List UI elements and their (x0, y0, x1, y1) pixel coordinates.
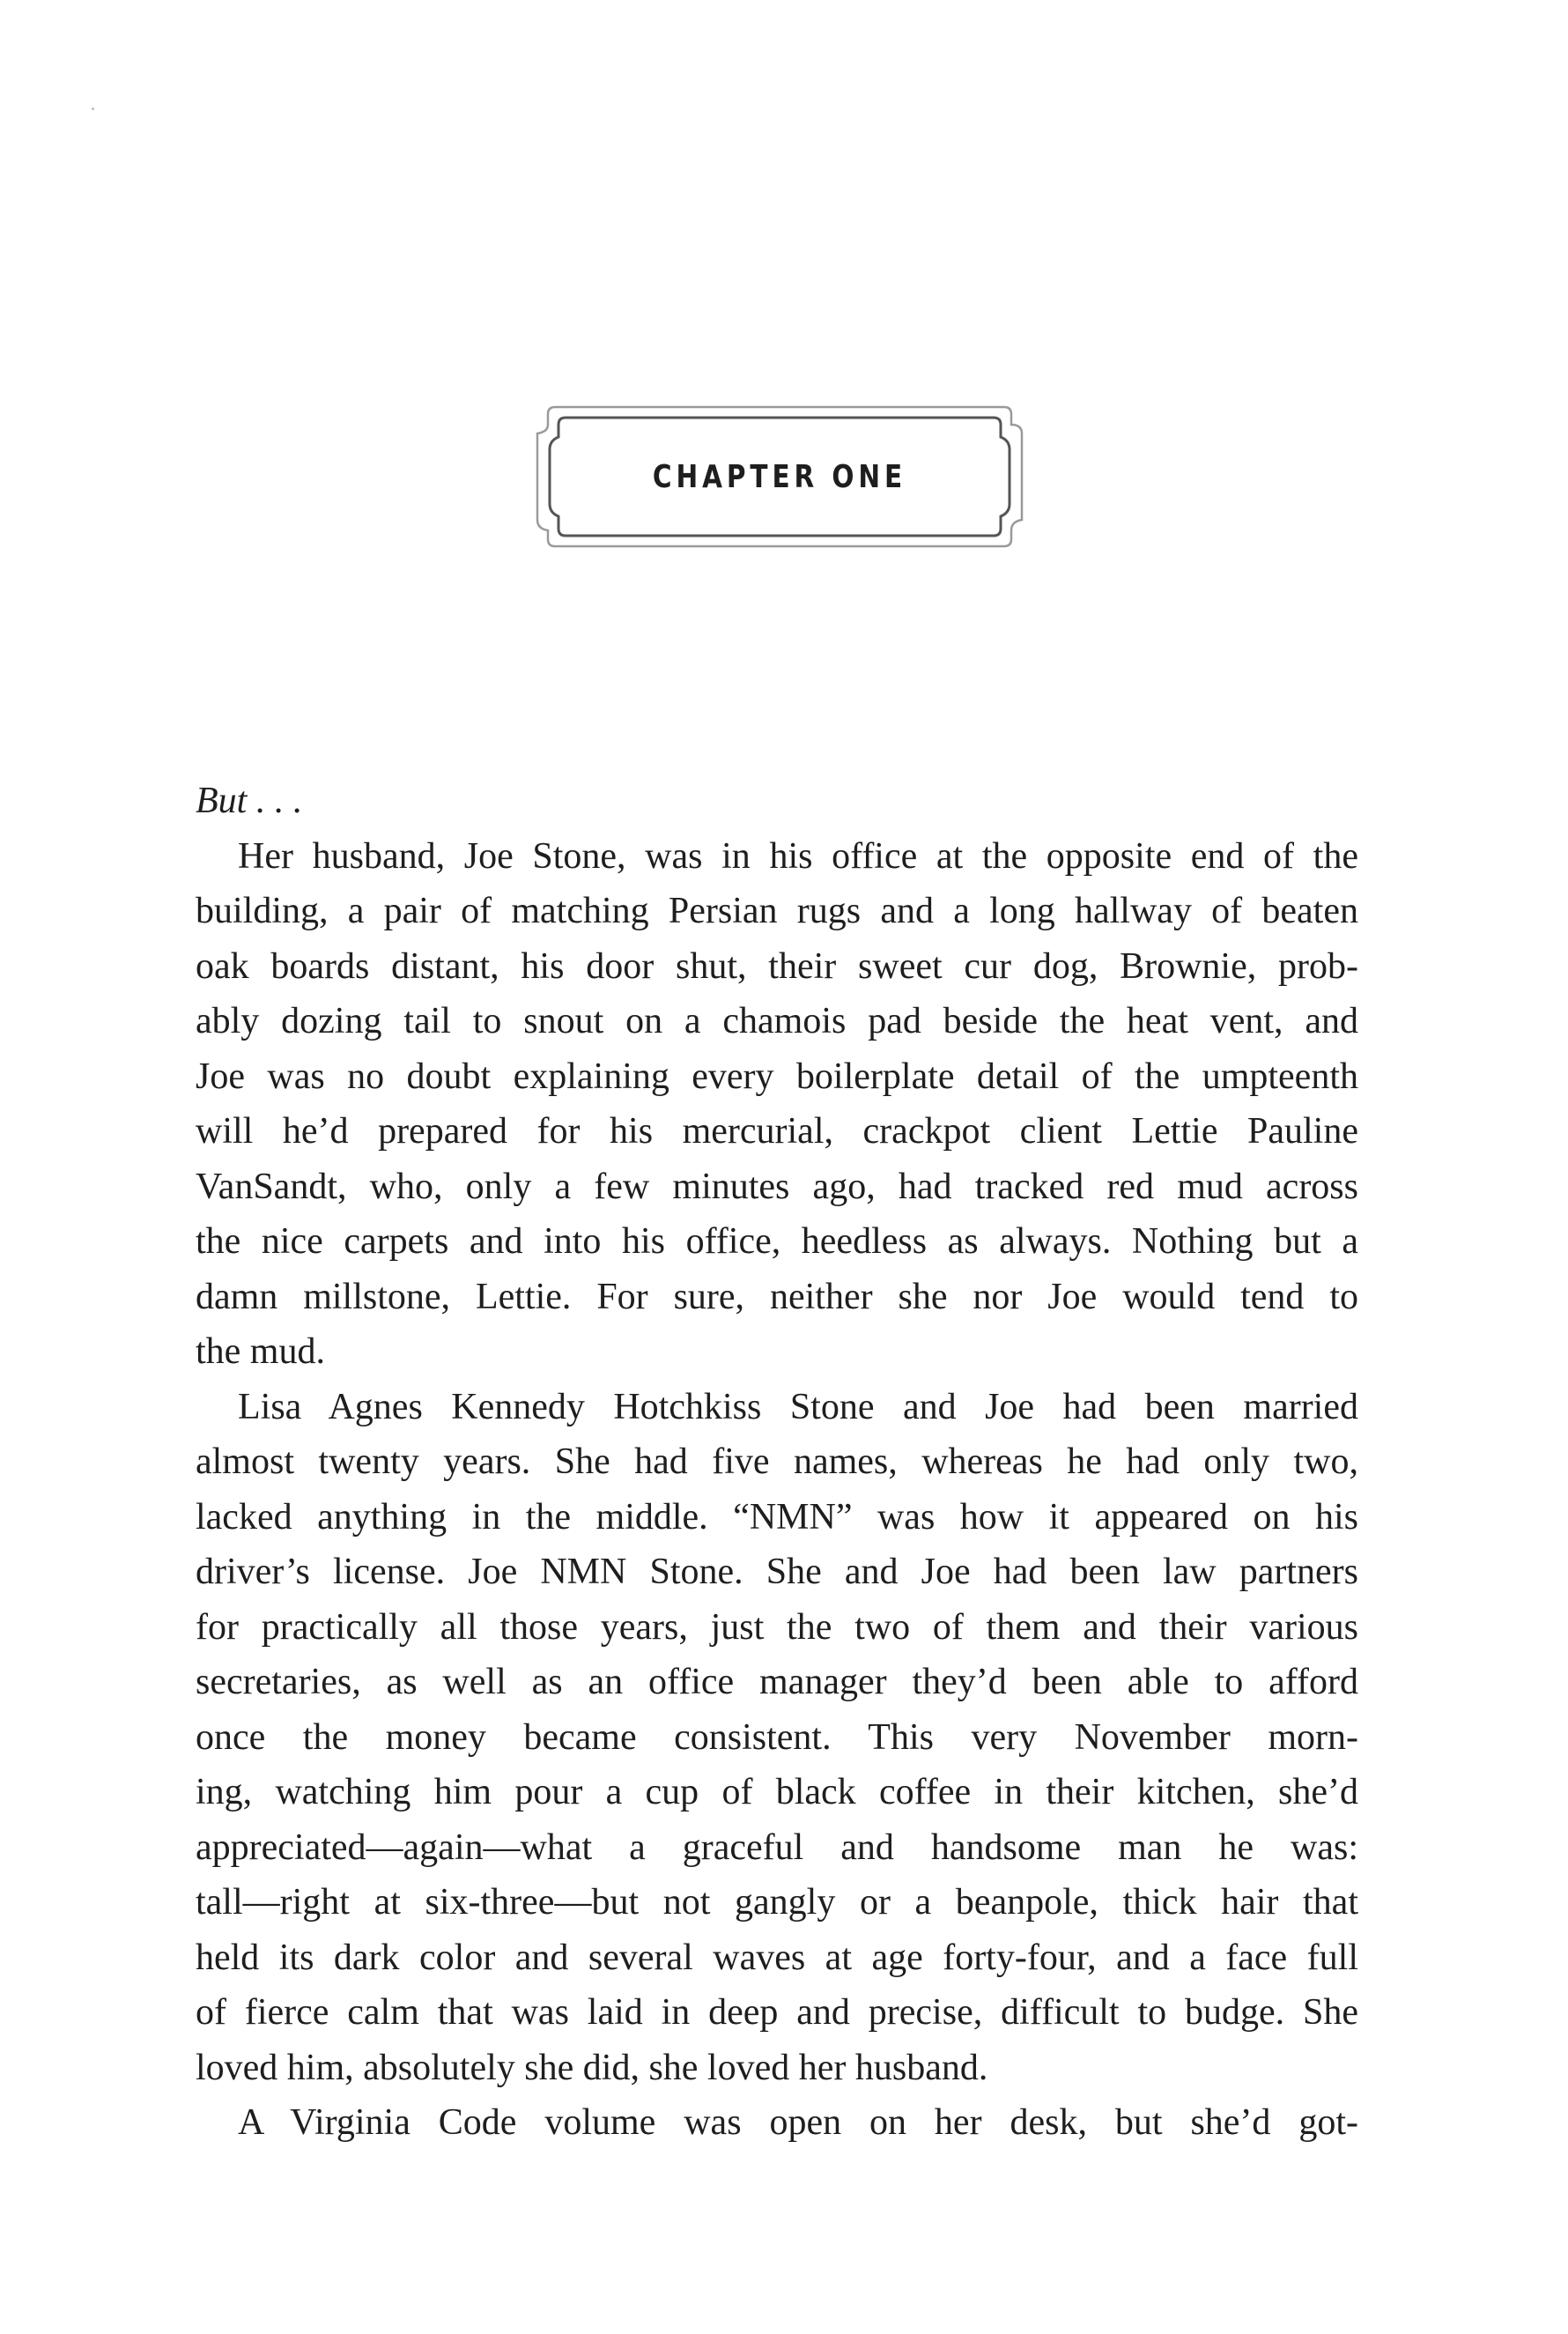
text-line: will he’d prepared for his mercurial, crackpot client Lettie Pauline (196, 1111, 1358, 1152)
text-line: VanSandt, who, only a few minutes ago, had tracked red mud across (196, 1166, 1358, 1207)
text-line: the nice carpets and into his office, heedless as always. Nothing but a (196, 1221, 1358, 1262)
text-line: ing, watching him pour a cup of black coffee in their kitchen, she’d (196, 1772, 1358, 1812)
text-line: lacked anything in the middle. “NMN” was how it appeared on his (196, 1496, 1358, 1537)
opening-line: But . . . (196, 781, 303, 821)
text-line: Joe was no doubt explaining every boilerplate detail of the umpteenth (196, 1056, 1358, 1097)
text-line: once the money became consistent. This very November morn- (196, 1716, 1358, 1758)
paragraph-3 (196, 2095, 1358, 2151)
text-line: appreciated—again—what a graceful and handsome man he was: (196, 1826, 1358, 1868)
text-line: for practically all those years, just the two of them and their various (196, 1606, 1358, 1648)
chapter-body (196, 774, 1358, 2151)
text-line: the mud. (196, 1331, 325, 1372)
text-line: A Virginia Code volume was open on her desk, but she’d got- (238, 2102, 1358, 2143)
text-line: loved him, absolutely she did, she loved her husband. (196, 2047, 988, 2088)
text-line: building, a pair of matching Persian rugs and a long hallway of beaten (196, 891, 1358, 931)
text-line: Her husband, Joe Stone, was in his office at the opposite end of the (238, 835, 1358, 877)
scan-speck (92, 107, 94, 110)
text-line: damn millstone, Lettie. For sure, neither she nor Joe would tend to (196, 1276, 1358, 1317)
text-line: of fierce calm that was laid in deep and precise, difficult to budge. She (196, 1992, 1358, 2033)
text-line: held its dark color and several waves at age forty-four, and a face full (196, 1937, 1358, 1978)
text-line: Lisa Agnes Kennedy Hotchkiss Stone and Joe had been married (238, 1386, 1358, 1427)
chapter-title: CHAPTER ONE (652, 458, 907, 495)
text-line: secretaries, as well as an office manager they’d been able to afford (196, 1662, 1358, 1702)
text-line: almost twenty years. She had five names, whereas he had only two, (196, 1441, 1358, 1482)
paragraph-2 (196, 1380, 1358, 2096)
text-line: oak boards distant, his door shut, their sweet cur dog, Brownie, prob- (196, 945, 1358, 987)
paragraph-1 (196, 829, 1358, 1380)
text-line: ably dozing tail to snout on a chamois pad beside the heat vent, and (196, 1001, 1358, 1041)
text-line: driver’s license. Joe NMN Stone. She and Joe had been law partners (196, 1552, 1358, 1592)
text-line: tall—right at six-three—but not gangly or a beanpole, thick hair that (196, 1882, 1358, 1923)
chapter-heading-frame (529, 398, 1031, 555)
